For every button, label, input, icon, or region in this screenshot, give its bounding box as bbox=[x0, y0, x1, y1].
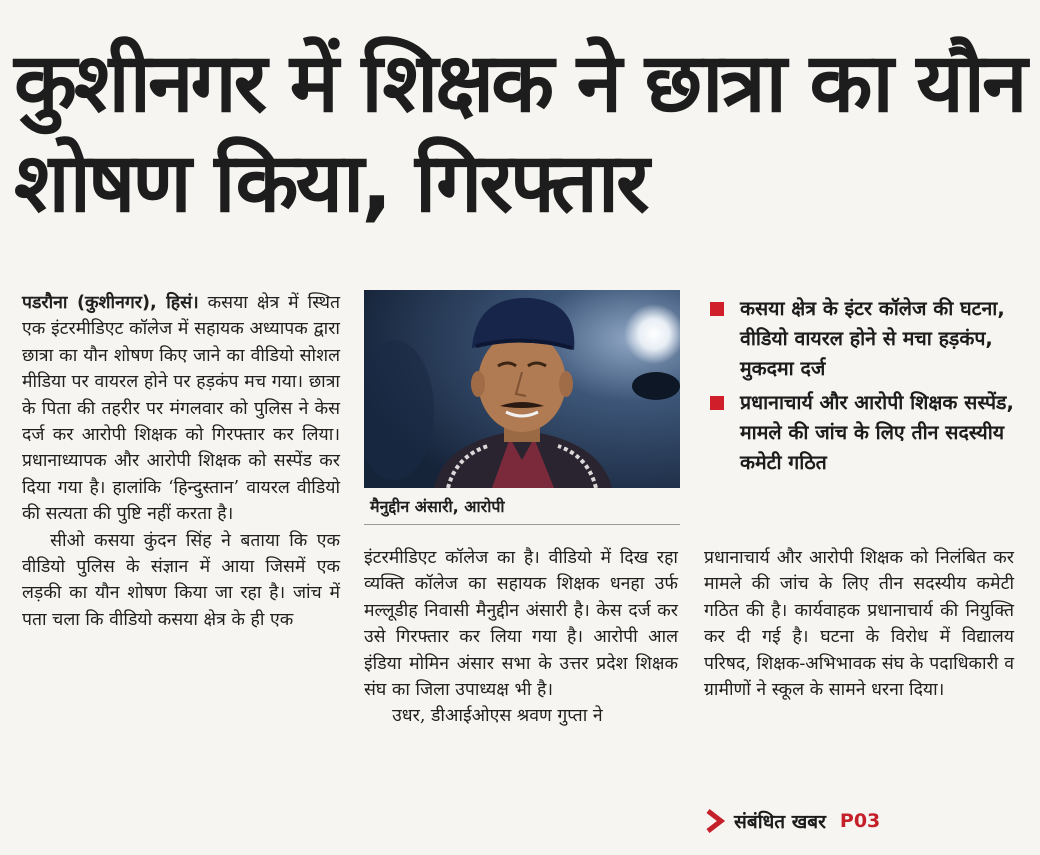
article-paragraph: इंटरमीडिएट कॉलेज का है। वीडियो में दिख रहा व्यक्ति कॉलेज का सहायक शिक्षक धनहा उर्फ मल्लूडीह निवासी मैनुद्दीन अंसारी है। केस दर्ज कर उसे गिरफ्तार कर लिया गया है। आरोपी आल इंडिया मोमिन अंसार सभा के उत्तर प्रदेश शिक्षक संघ का जिला उपाध्यक्ष भी है। bbox=[364, 548, 678, 701]
red-square-bullet-icon bbox=[710, 396, 724, 410]
highlight-item bbox=[706, 388, 1026, 478]
article-paragraph: सीओ कसया कुंदन सिंह ने बताया कि एक वीडियो पुलिस के संज्ञान में आया जिसमें एक लड़की का यौन शोषण किया जा रहा है। जांच में पता चला कि वीडियो कसया क्षेत्र के ही एक bbox=[22, 530, 340, 630]
related-news-label: संबंधित खबर bbox=[734, 811, 826, 833]
article-paragraph: उधर, डीआईओएस श्रवण गुप्ता ने bbox=[392, 706, 603, 727]
headline: कुशीनगर में शिक्षक ने छात्रा का यौन शोषण किया, गिरफ्तार bbox=[14, 36, 1025, 231]
photo-caption: मैनुद्दीन अंसारी, आरोपी bbox=[370, 497, 505, 516]
red-square-bullet-icon bbox=[710, 302, 724, 316]
related-news-link[interactable] bbox=[704, 808, 880, 834]
highlights-list bbox=[706, 294, 1026, 482]
paragraph-text: कसया क्षेत्र में स्थित एक इंटरमीडिएट कॉलेज में सहायक अध्यापक द्वारा छात्रा का यौन शोषण किए जाने का वीडियो सोशल मीडिया पर वायरल होने पर हड़कंप मच गया। छात्रा के पिता की तहरीर पर मंगलवार को पुलिस ने केस दर्ज कर आरोपी शिक्षक को गिरफ्तार कर लिया। प्रधानाध्यापक और आरोपी शिक्षक को सस्पेंड कर दिया गया है। हालांकि ‘हिन्दुस्तान’ वायरल वीडियो की सत्यता की पुष्टि नहीं करता है। bbox=[22, 293, 340, 525]
accused-photo bbox=[364, 290, 680, 488]
chevron-right-icon bbox=[704, 808, 726, 834]
related-page-ref: P03 bbox=[839, 810, 881, 832]
article-column-1 bbox=[22, 290, 340, 633]
article-column-3 bbox=[704, 545, 1014, 703]
highlight-text: प्रधानाचार्य और आरोपी शिक्षक सस्पेंड, मामले की जांच के लिए तीन सदस्यीय कमेटी गठित bbox=[740, 391, 1014, 474]
article-paragraph: प्रधानाचार्य और आरोपी शिक्षक को निलंबित कर मामले की जांच के लिए तीन सदस्यीय कमेटी गठित की है। कार्यवाहक प्रधानाचार्य की नियुक्ति कर दी गई है। घटना के विरोध में विद्यालय परिषद, शिक्षक-अभिभावक संघ के पदाधिकारी व ग्रामीणों ने स्कूल के सामने धरना दिया। bbox=[704, 548, 1014, 701]
highlight-item bbox=[706, 294, 1026, 384]
highlight-text: कसया क्षेत्र के इंटर कॉलेज की घटना, वीडियो वायरल होने से मचा हड़कंप, मुकदमा दर्ज bbox=[740, 297, 1005, 380]
photo-block bbox=[364, 290, 680, 528]
dateline: पडरौना (कुशीनगर), हिसं। bbox=[22, 293, 199, 313]
article-column-2 bbox=[364, 545, 678, 730]
article-paragraph bbox=[22, 290, 340, 528]
caption-divider bbox=[364, 524, 680, 525]
